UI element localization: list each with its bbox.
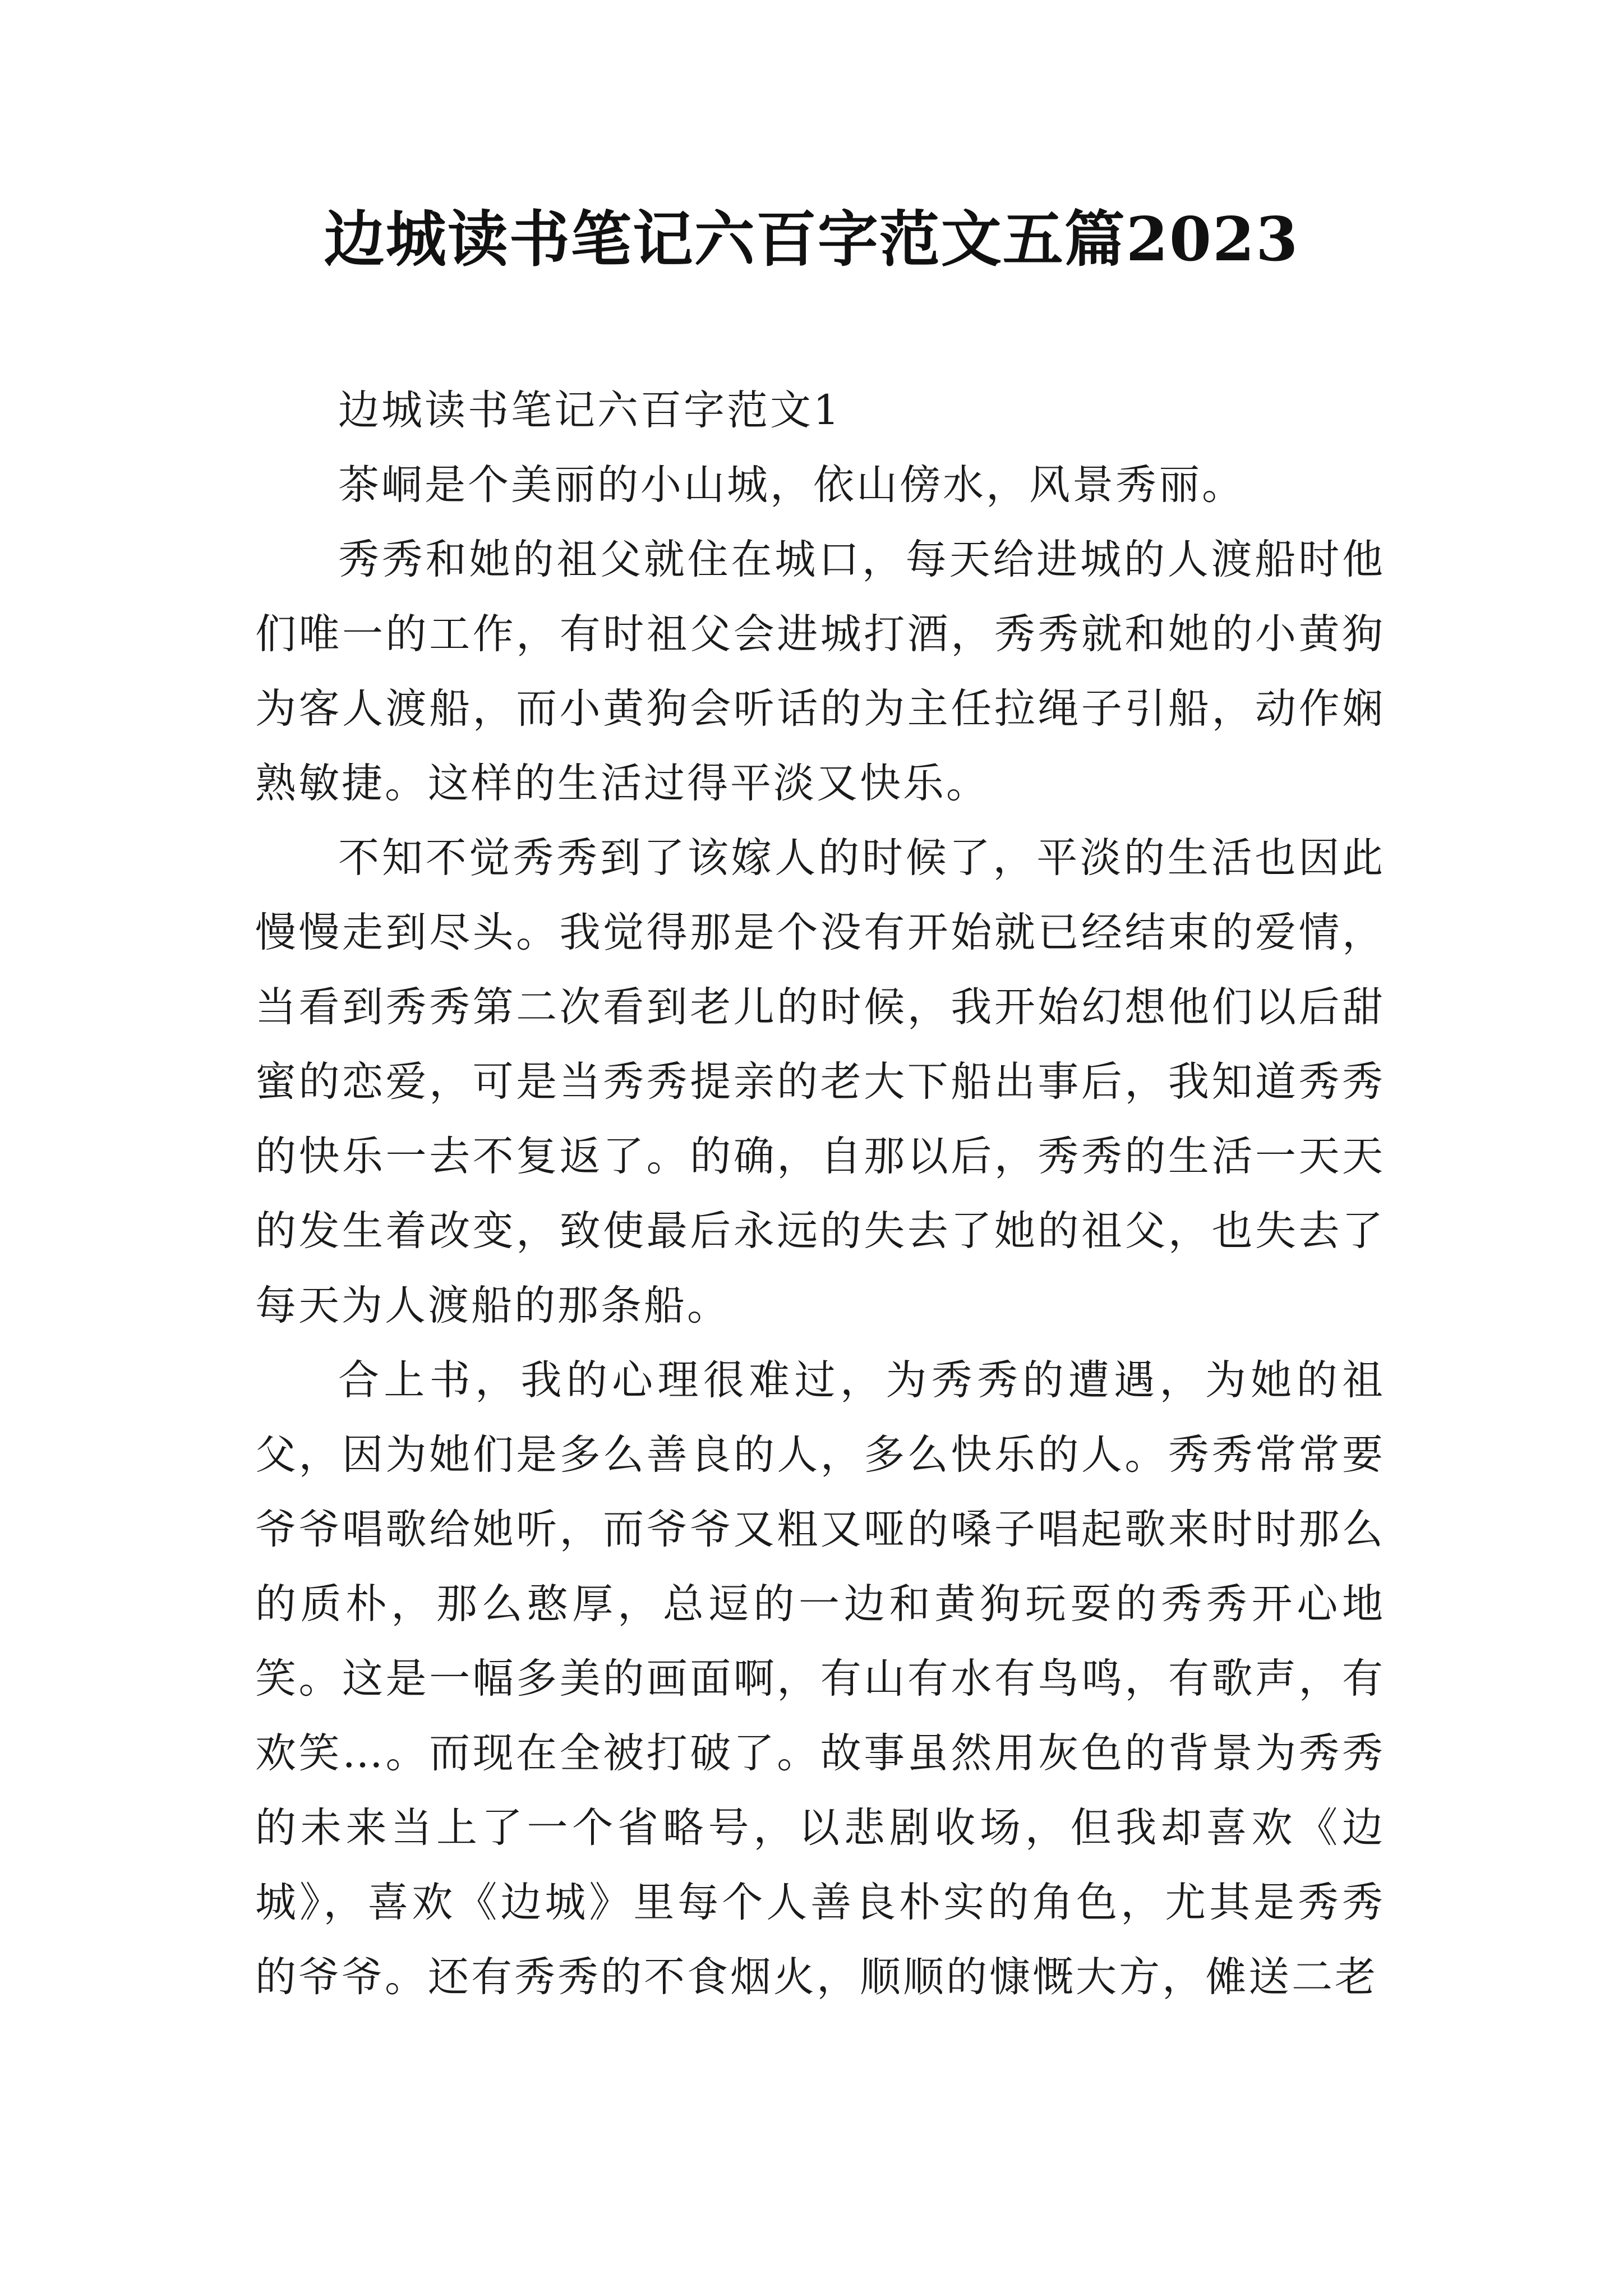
document-title: 边城读书笔记六百字范文五篇2023 bbox=[324, 204, 1299, 275]
paragraph: 合上书，我的心理很难过，为秀秀的遭遇，为她的祖父，因为她们是多么善良的人，多么快乐的人。秀秀常常要爷爷唱歌给她听，而爷爷又粗又哑的嗓子唱起歌来时时那么的质朴，那么憨厚，总逗的一边和黄狗玩耍的秀秀开心地笑。这是一幅多美的画面啊，有山有水有鸟鸣，有歌声，有欢笑…。而现在全被打破了。故事虽然用灰色的背景为秀秀的未来当上了一个省略号，以悲剧收场，但我却喜欢《边城》，喜欢《边城》里每个人善良朴实的角色，尤其是秀秀的爷爷。还有秀秀的不食烟火，顺顺的慷慨大方，傩送二老 bbox=[255, 1356, 1385, 2001]
paragraph: 秀秀和她的祖父就住在城口，每天给进城的人渡船时他们唯一的工作，有时祖父会进城打酒，秀秀就和她的小黄狗为客人渡船，而小黄狗会听话的为主任拉绳子引船，动作娴熟敏捷。这样的生活过得平淡又快乐。 bbox=[255, 536, 1385, 807]
paragraph: 不知不觉秀秀到了该嫁人的时候了，平淡的生活也因此慢慢走到尽头。我觉得那是个没有开始就已经结束的爱情，当看到秀秀第二次看到老儿的时候，我开始幻想他们以后甜蜜的恋爱，可是当秀秀提亲的老大下船出事后，我知道秀秀的快乐一去不复返了。的确，自那以后，秀秀的生活一天天的发生着改变，致使最后永远的失去了她的祖父，也失去了每天为人渡船的那条船。 bbox=[255, 834, 1385, 1329]
paragraph: 茶峒是个美丽的小山城，依山傍水，风景秀丽。 bbox=[338, 461, 1245, 509]
section-heading: 边城读书笔记六百字范文1 bbox=[338, 386, 842, 434]
document-body bbox=[255, 373, 1385, 2014]
